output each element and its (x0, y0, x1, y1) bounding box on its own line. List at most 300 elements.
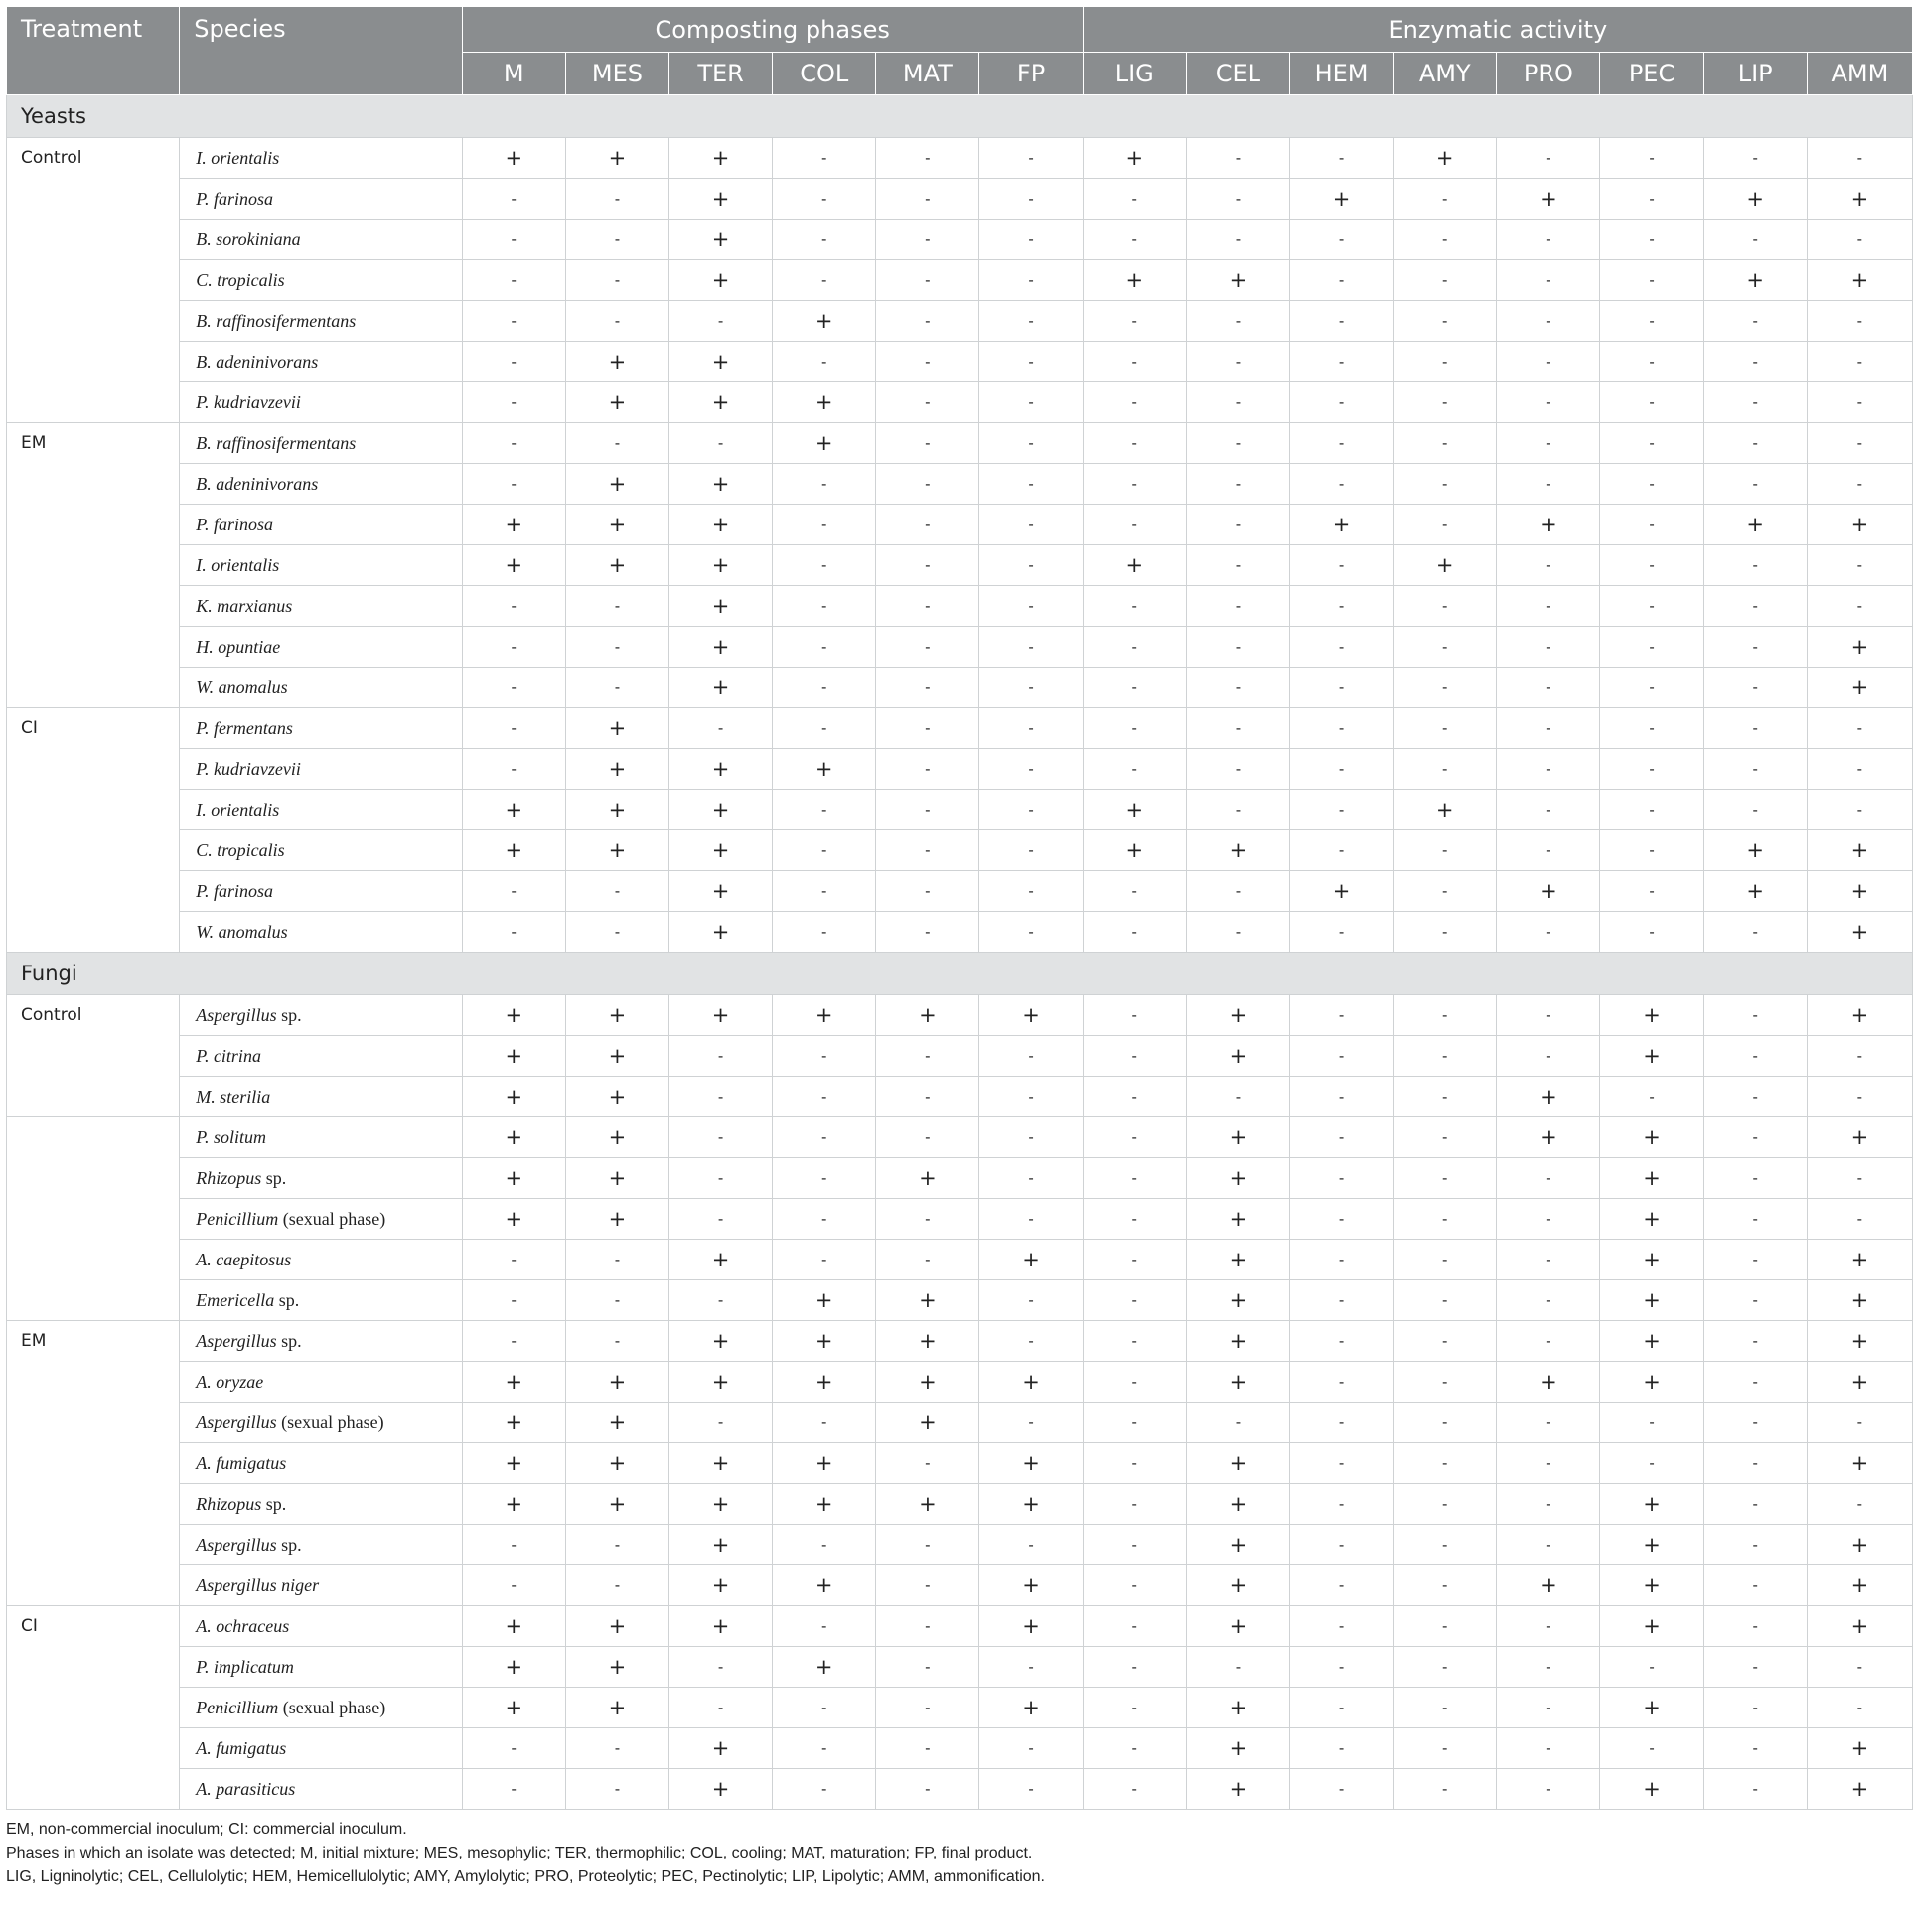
mark-cell-lig: - (1083, 1036, 1186, 1077)
mark-cell-ter: - (669, 1199, 773, 1240)
table-row (7, 830, 1913, 871)
mark-cell-mes: + (565, 1036, 668, 1077)
mark-cell-mes: + (565, 1403, 668, 1443)
mark-cell-cel: - (1186, 220, 1289, 260)
mark-cell-lig: - (1083, 1484, 1186, 1525)
mark-cell-fp: - (979, 1117, 1083, 1158)
mark-cell-pro: - (1497, 1036, 1600, 1077)
mark-cell-col: + (773, 382, 876, 423)
mark-cell-lig: - (1083, 586, 1186, 627)
mark-cell-lip: - (1703, 545, 1807, 586)
mark-cell-lip: - (1703, 1036, 1807, 1077)
mark-cell-lip: - (1703, 1647, 1807, 1688)
mark-cell-amy: - (1394, 1565, 1497, 1606)
species-name: Penicillium (196, 1697, 279, 1717)
species-name: K. marxianus (196, 595, 293, 616)
mark-cell-pro: - (1497, 1647, 1600, 1688)
species-cell (180, 708, 462, 749)
mark-cell-lip: - (1703, 1077, 1807, 1117)
mark-cell-amm: - (1807, 220, 1912, 260)
mark-cell-pec: - (1600, 871, 1703, 912)
mark-cell-cel: + (1186, 1525, 1289, 1565)
mark-cell-fp: - (979, 708, 1083, 749)
mark-cell-mat: + (876, 1280, 979, 1321)
mark-cell-mes: + (565, 790, 668, 830)
species-suffix: sp. (261, 1493, 287, 1514)
mark-cell-lip: - (1703, 1280, 1807, 1321)
species-name: A. oryzae (196, 1371, 264, 1392)
mark-cell-ter: - (669, 1117, 773, 1158)
mark-cell-cel: + (1186, 1280, 1289, 1321)
table-row (7, 1199, 1913, 1240)
mark-cell-amy: - (1394, 342, 1497, 382)
mark-cell-lig: - (1083, 1525, 1186, 1565)
mark-cell-mat: - (876, 382, 979, 423)
mark-cell-hem: - (1289, 260, 1393, 301)
mark-cell-lip: - (1703, 423, 1807, 464)
mark-cell-hem: - (1289, 342, 1393, 382)
mark-cell-mat: - (876, 871, 979, 912)
mark-cell-lig: - (1083, 871, 1186, 912)
mark-cell-lip: - (1703, 1117, 1807, 1158)
mark-cell-amm: - (1807, 1199, 1912, 1240)
mark-cell-mat: - (876, 1769, 979, 1810)
table-row (7, 627, 1913, 668)
mark-cell-pec: + (1600, 1280, 1703, 1321)
mark-cell-m: - (462, 382, 565, 423)
mark-cell-col: - (773, 586, 876, 627)
mark-cell-amy: - (1394, 1403, 1497, 1443)
mark-cell-mat: - (876, 627, 979, 668)
mark-cell-col: - (773, 1525, 876, 1565)
mark-cell-m: + (462, 1647, 565, 1688)
mark-cell-m: + (462, 995, 565, 1036)
mark-cell-m: + (462, 1688, 565, 1728)
mark-cell-mes: - (565, 1565, 668, 1606)
mark-cell-m: - (462, 749, 565, 790)
mark-cell-col: - (773, 1606, 876, 1647)
mark-cell-m: + (462, 138, 565, 179)
mark-cell-ter: + (669, 586, 773, 627)
mark-cell-ter: + (669, 1240, 773, 1280)
mark-cell-col: - (773, 1728, 876, 1769)
species-name: B. raffinosifermentans (196, 310, 357, 331)
mark-cell-lip: - (1703, 912, 1807, 953)
table-row (7, 1525, 1913, 1565)
mark-cell-col: - (773, 871, 876, 912)
species-name: I. orientalis (196, 554, 280, 575)
mark-cell-mes: - (565, 586, 668, 627)
species-cell (180, 790, 462, 830)
mark-cell-ter: + (669, 138, 773, 179)
mark-cell-mes: + (565, 382, 668, 423)
mark-cell-mes: - (565, 1728, 668, 1769)
table-row (7, 1036, 1913, 1077)
mark-cell-cel: - (1186, 749, 1289, 790)
mark-cell-m: + (462, 1606, 565, 1647)
mark-cell-m: - (462, 423, 565, 464)
species-cell (180, 505, 462, 545)
mark-cell-amy: - (1394, 1158, 1497, 1199)
species-cell (180, 138, 462, 179)
mark-cell-hem: - (1289, 423, 1393, 464)
mark-cell-lig: + (1083, 260, 1186, 301)
mark-cell-ter: + (669, 464, 773, 505)
mark-cell-hem: - (1289, 995, 1393, 1036)
mark-cell-ter: + (669, 830, 773, 871)
table-row (7, 464, 1913, 505)
mark-cell-amm: - (1807, 749, 1912, 790)
table-row (7, 871, 1913, 912)
mark-cell-mes: - (565, 1280, 668, 1321)
mark-cell-amy: - (1394, 1362, 1497, 1403)
mark-cell-amy: - (1394, 301, 1497, 342)
species-name: B. adeninivorans (196, 351, 319, 372)
mark-cell-amy: - (1394, 830, 1497, 871)
species-suffix: sp. (274, 1289, 300, 1310)
mark-cell-ter: + (669, 871, 773, 912)
mark-cell-hem: - (1289, 1688, 1393, 1728)
mark-cell-lig: + (1083, 545, 1186, 586)
mark-cell-amm: + (1807, 627, 1912, 668)
mark-cell-lig: - (1083, 668, 1186, 708)
table-row (7, 1443, 1913, 1484)
species-suffix: (sexual phase) (278, 1697, 386, 1717)
table-row (7, 995, 1913, 1036)
mark-cell-col: - (773, 1117, 876, 1158)
mark-cell-amy: - (1394, 586, 1497, 627)
header-enzymatic-activity: Enzymatic activity (1083, 7, 1912, 53)
mark-cell-col: - (773, 1036, 876, 1077)
mark-cell-cel: + (1186, 1769, 1289, 1810)
species-cell (180, 1117, 462, 1158)
species-name: I. orientalis (196, 147, 280, 168)
mark-cell-lip: - (1703, 138, 1807, 179)
mark-cell-pec: + (1600, 995, 1703, 1036)
mark-cell-mat: - (876, 1606, 979, 1647)
mark-cell-mes: + (565, 1443, 668, 1484)
mark-cell-hem: - (1289, 1728, 1393, 1769)
mark-cell-fp: - (979, 138, 1083, 179)
mark-cell-hem: - (1289, 1647, 1393, 1688)
mark-cell-pro: - (1497, 260, 1600, 301)
mark-cell-lig: - (1083, 1606, 1186, 1647)
mark-cell-lip: - (1703, 301, 1807, 342)
species-name: Rhizopus (196, 1167, 262, 1188)
mark-cell-mat: - (876, 1647, 979, 1688)
mark-cell-hem: - (1289, 1158, 1393, 1199)
mark-cell-hem: + (1289, 179, 1393, 220)
mark-cell-pec: + (1600, 1688, 1703, 1728)
species-cell (180, 1199, 462, 1240)
mark-cell-amm: - (1807, 1484, 1912, 1525)
mark-cell-pec: - (1600, 586, 1703, 627)
mark-cell-col: - (773, 260, 876, 301)
mark-cell-fp: - (979, 1199, 1083, 1240)
table-row (7, 1077, 1913, 1117)
header-col-lip: LIP (1703, 53, 1807, 95)
mark-cell-hem: - (1289, 464, 1393, 505)
mark-cell-mes: - (565, 668, 668, 708)
mark-cell-col: - (773, 912, 876, 953)
mark-cell-hem: - (1289, 220, 1393, 260)
mark-cell-col: - (773, 545, 876, 586)
mark-cell-amy: - (1394, 627, 1497, 668)
species-name: A. caepitosus (196, 1249, 292, 1269)
mark-cell-hem: - (1289, 1525, 1393, 1565)
mark-cell-mat: - (876, 1240, 979, 1280)
table-row (7, 260, 1913, 301)
mark-cell-mes: - (565, 220, 668, 260)
mark-cell-mat: - (876, 179, 979, 220)
mark-cell-pro: + (1497, 505, 1600, 545)
mark-cell-col: - (773, 179, 876, 220)
mark-cell-mes: + (565, 749, 668, 790)
species-name: A. fumigatus (196, 1737, 287, 1758)
mark-cell-hem: - (1289, 1280, 1393, 1321)
mark-cell-mat: + (876, 1403, 979, 1443)
mark-cell-lig: - (1083, 1769, 1186, 1810)
mark-cell-pro: - (1497, 382, 1600, 423)
mark-cell-amy: - (1394, 912, 1497, 953)
mark-cell-col: - (773, 1688, 876, 1728)
mark-cell-mat: - (876, 464, 979, 505)
species-name: B. sorokiniana (196, 228, 301, 249)
mark-cell-ter: + (669, 1728, 773, 1769)
mark-cell-mat: - (876, 1443, 979, 1484)
mark-cell-pec: - (1600, 382, 1703, 423)
mark-cell-amm: + (1807, 179, 1912, 220)
mark-cell-lip: - (1703, 1769, 1807, 1810)
mark-cell-ter: + (669, 1443, 773, 1484)
mark-cell-lip: - (1703, 1240, 1807, 1280)
mark-cell-fp: - (979, 790, 1083, 830)
species-cell (180, 382, 462, 423)
mark-cell-ter: - (669, 1280, 773, 1321)
mark-cell-cel: + (1186, 1484, 1289, 1525)
table-row (7, 1321, 1913, 1362)
species-cell (180, 1688, 462, 1728)
mark-cell-amm: - (1807, 1036, 1912, 1077)
mark-cell-lig: - (1083, 382, 1186, 423)
mark-cell-amm: + (1807, 830, 1912, 871)
mark-cell-lip: - (1703, 790, 1807, 830)
mark-cell-pro: - (1497, 1769, 1600, 1810)
mark-cell-cel: + (1186, 260, 1289, 301)
mark-cell-ter: - (669, 1688, 773, 1728)
mark-cell-amy: - (1394, 1077, 1497, 1117)
mark-cell-lip: + (1703, 260, 1807, 301)
mark-cell-hem: - (1289, 668, 1393, 708)
mark-cell-cel: - (1186, 1647, 1289, 1688)
mark-cell-col: + (773, 1647, 876, 1688)
mark-cell-lip: + (1703, 830, 1807, 871)
mark-cell-fp: + (979, 1240, 1083, 1280)
mark-cell-col: + (773, 1280, 876, 1321)
mark-cell-pro: - (1497, 1321, 1600, 1362)
header-composting-phases: Composting phases (462, 7, 1083, 53)
mark-cell-cel: - (1186, 505, 1289, 545)
mark-cell-pec: - (1600, 1728, 1703, 1769)
mark-cell-fp: - (979, 586, 1083, 627)
species-cell (180, 668, 462, 708)
mark-cell-lig: - (1083, 1403, 1186, 1443)
mark-cell-ter: - (669, 1403, 773, 1443)
mark-cell-pro: + (1497, 871, 1600, 912)
mark-cell-amm: - (1807, 1647, 1912, 1688)
mark-cell-cel: - (1186, 627, 1289, 668)
mark-cell-m: + (462, 1117, 565, 1158)
species-name: C. tropicalis (196, 269, 285, 290)
mark-cell-lig: - (1083, 1158, 1186, 1199)
mark-cell-ter: + (669, 545, 773, 586)
mark-cell-amy: + (1394, 790, 1497, 830)
mark-cell-ter: - (669, 423, 773, 464)
mark-cell-fp: - (979, 1036, 1083, 1077)
table-row (7, 912, 1913, 953)
footnote: Phases in which an isolate was detected; M, initial mixture; MES, mesophylic; TER, thermophilic; COL, cooling; MAT, maturation; FP, final product. (6, 1845, 1033, 1861)
mark-cell-mes: - (565, 260, 668, 301)
mark-cell-ter: + (669, 1484, 773, 1525)
mark-cell-amm: - (1807, 545, 1912, 586)
mark-cell-col: + (773, 423, 876, 464)
species-cell (180, 1565, 462, 1606)
mark-cell-amy: - (1394, 1688, 1497, 1728)
mark-cell-pec: + (1600, 1158, 1703, 1199)
mark-cell-ter: + (669, 1606, 773, 1647)
mark-cell-lig: + (1083, 138, 1186, 179)
species-suffix: sp. (276, 1330, 302, 1351)
species-cell (180, 749, 462, 790)
mark-cell-col: - (773, 1077, 876, 1117)
mark-cell-lig: - (1083, 749, 1186, 790)
mark-cell-fp: - (979, 830, 1083, 871)
mark-cell-ter: + (669, 668, 773, 708)
treatment-cell (7, 1117, 180, 1321)
mark-cell-pro: - (1497, 830, 1600, 871)
species-suffix: (sexual phase) (276, 1412, 384, 1432)
mark-cell-cel: + (1186, 1688, 1289, 1728)
species-name: B. raffinosifermentans (196, 432, 357, 453)
species-name: Aspergillus (196, 1330, 277, 1351)
species-cell (180, 1728, 462, 1769)
mark-cell-fp: - (979, 179, 1083, 220)
species-cell (180, 260, 462, 301)
mark-cell-amy: - (1394, 1321, 1497, 1362)
mark-cell-m: + (462, 1403, 565, 1443)
mark-cell-fp: - (979, 1769, 1083, 1810)
mark-cell-mat: - (876, 790, 979, 830)
table-row (7, 382, 1913, 423)
mark-cell-pro: - (1497, 627, 1600, 668)
mark-cell-m: - (462, 708, 565, 749)
mark-cell-mes: - (565, 871, 668, 912)
header-col-col: COL (773, 53, 876, 95)
header-col-mat: MAT (876, 53, 979, 95)
mark-cell-hem: - (1289, 1403, 1393, 1443)
mark-cell-fp: - (979, 1525, 1083, 1565)
mark-cell-col: - (773, 1158, 876, 1199)
table-row (7, 179, 1913, 220)
mark-cell-pro: + (1497, 179, 1600, 220)
mark-cell-pec: - (1600, 301, 1703, 342)
mark-cell-cel: - (1186, 871, 1289, 912)
mark-cell-pec: - (1600, 138, 1703, 179)
mark-cell-lig: - (1083, 708, 1186, 749)
treatment-cell: EM (7, 423, 180, 708)
mark-cell-pro: - (1497, 423, 1600, 464)
mark-cell-col: - (773, 505, 876, 545)
mark-cell-m: - (462, 912, 565, 953)
treatment-cell: Control (7, 138, 180, 423)
mark-cell-m: - (462, 260, 565, 301)
mark-cell-pec: + (1600, 1199, 1703, 1240)
species-name: I. orientalis (196, 799, 280, 819)
mark-cell-hem: - (1289, 545, 1393, 586)
species-suffix: sp. (276, 1004, 302, 1025)
species-cell (180, 1036, 462, 1077)
mark-cell-m: - (462, 1769, 565, 1810)
mark-cell-pro: - (1497, 1688, 1600, 1728)
mark-cell-col: + (773, 1565, 876, 1606)
mark-cell-lip: - (1703, 586, 1807, 627)
mark-cell-mes: + (565, 1158, 668, 1199)
mark-cell-pec: - (1600, 1403, 1703, 1443)
table-row (7, 1117, 1913, 1158)
mark-cell-pro: - (1497, 1280, 1600, 1321)
mark-cell-cel: - (1186, 708, 1289, 749)
mark-cell-mes: + (565, 995, 668, 1036)
mark-cell-amy: - (1394, 382, 1497, 423)
mark-cell-col: - (773, 830, 876, 871)
mark-cell-amy: - (1394, 1240, 1497, 1280)
mark-cell-cel: - (1186, 301, 1289, 342)
mark-cell-cel: + (1186, 1240, 1289, 1280)
table-header (7, 7, 1913, 95)
mark-cell-mes: + (565, 545, 668, 586)
mark-cell-amm: - (1807, 1688, 1912, 1728)
table-row (7, 1606, 1913, 1647)
mark-cell-cel: - (1186, 790, 1289, 830)
mark-cell-mes: + (565, 1362, 668, 1403)
mark-cell-pec: + (1600, 1117, 1703, 1158)
species-cell (180, 1443, 462, 1484)
table-row (7, 1362, 1913, 1403)
mark-cell-mat: - (876, 1077, 979, 1117)
species-cell (180, 342, 462, 382)
mark-cell-mat: - (876, 423, 979, 464)
species-suffix: (sexual phase) (278, 1208, 386, 1229)
mark-cell-amm: + (1807, 1321, 1912, 1362)
mark-cell-hem: - (1289, 790, 1393, 830)
mark-cell-amy: - (1394, 1606, 1497, 1647)
mark-cell-m: + (462, 1158, 565, 1199)
mark-cell-pro: - (1497, 464, 1600, 505)
species-cell (180, 1647, 462, 1688)
mark-cell-amy: - (1394, 1117, 1497, 1158)
mark-cell-lig: - (1083, 505, 1186, 545)
mark-cell-pec: - (1600, 260, 1703, 301)
mark-cell-mes: - (565, 1321, 668, 1362)
mark-cell-amm: - (1807, 1158, 1912, 1199)
mark-cell-pec: - (1600, 708, 1703, 749)
mark-cell-amy: - (1394, 995, 1497, 1036)
mark-cell-fp: - (979, 1280, 1083, 1321)
species-name: P. farinosa (196, 880, 273, 901)
mark-cell-m: - (462, 871, 565, 912)
table-row (7, 1403, 1913, 1443)
mark-cell-m: - (462, 1565, 565, 1606)
